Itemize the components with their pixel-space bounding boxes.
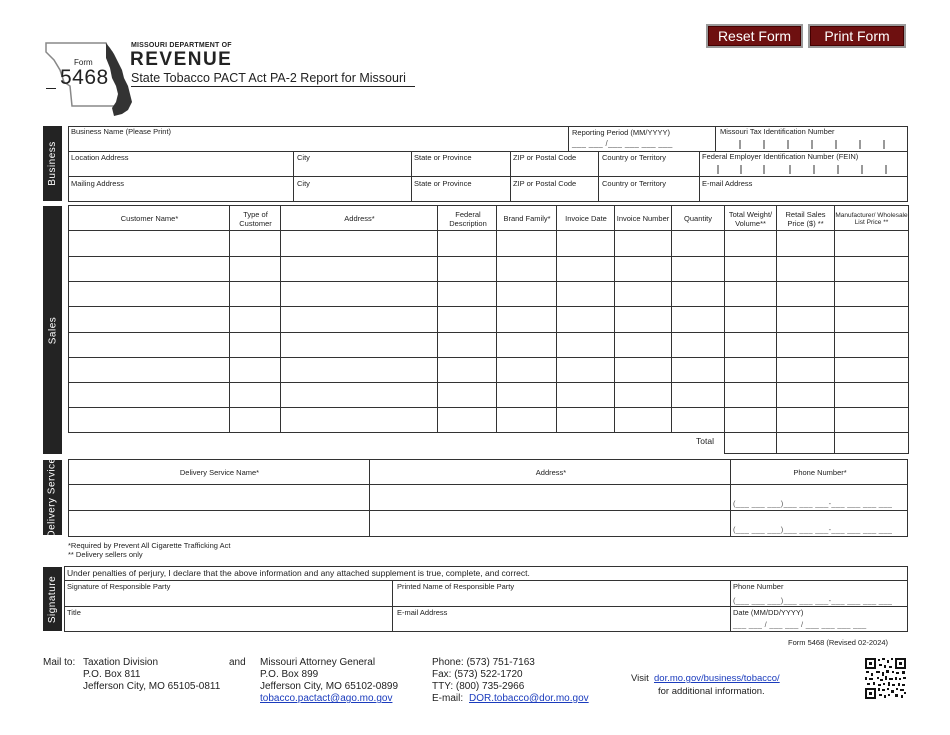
business-name-field[interactable] bbox=[70, 137, 565, 150]
date-field[interactable]: ___ ___ / ___ ___ / ___ ___ ___ ___ bbox=[733, 620, 867, 629]
mailing-address-label: Mailing Address bbox=[71, 179, 124, 188]
mail-to-label: Mail to: bbox=[43, 657, 76, 668]
col-address: Address* bbox=[344, 214, 375, 223]
col-total-weight: Total Weight/ Volume** bbox=[728, 209, 773, 228]
location-state-label: State or Province bbox=[414, 153, 472, 162]
title-label: Title bbox=[67, 608, 81, 617]
qr-code-icon bbox=[864, 657, 907, 700]
page-title: State Tobacco PACT Act PA-2 Report for Missouri bbox=[131, 71, 415, 87]
business-section-label: Business bbox=[43, 126, 62, 201]
dash-mark bbox=[46, 88, 56, 89]
fein-field[interactable] bbox=[702, 162, 906, 175]
taxation-line-3: Jefferson City, MO 65105-0811 bbox=[83, 681, 221, 692]
department-name: MISSOURI DEPARTMENT OF bbox=[131, 42, 232, 49]
reporting-period-field[interactable]: ___ ___ /___ ___ ___ ___ bbox=[572, 139, 673, 148]
sales-section-label: Sales bbox=[43, 206, 62, 454]
col-delivery-address: Address* bbox=[535, 467, 567, 477]
dor-email-link[interactable]: DOR.tobacco@dor.mo.gov bbox=[469, 693, 589, 704]
mailing-city-label: City bbox=[297, 179, 310, 188]
mailing-state-label: State or Province bbox=[414, 179, 472, 188]
printed-name-label: Printed Name of Responsible Party bbox=[397, 582, 515, 591]
required-note: *Required by Prevent All Cigarette Trafficking Act bbox=[68, 541, 231, 550]
agency-logo-text: REVENUE bbox=[130, 49, 233, 70]
col-quantity: Quantity bbox=[684, 214, 712, 223]
mailing-zip-label: ZIP or Postal Code bbox=[513, 179, 577, 188]
total-label: Total bbox=[696, 436, 714, 446]
col-delivery-phone: Phone Number* bbox=[793, 467, 847, 477]
and-label: and bbox=[229, 657, 246, 668]
col-type-of-customer: Type of Customer bbox=[239, 209, 272, 228]
location-city-label: City bbox=[297, 153, 310, 162]
delivery-section-label: Delivery Service bbox=[43, 460, 62, 535]
location-address-label: Location Address bbox=[71, 153, 129, 162]
form-number: 5468 bbox=[60, 66, 109, 89]
form-revision: Form 5468 (Revised 02-2024) bbox=[788, 638, 889, 647]
dor-website-link[interactable]: dor.mo.gov/business/tobacco/ bbox=[654, 673, 780, 684]
fein-label: Federal Employer Identification Number (FEIN) bbox=[702, 152, 859, 161]
tax-id-label: Missouri Tax Identification Number bbox=[720, 127, 835, 136]
col-federal-description: Federal Description bbox=[449, 209, 487, 228]
form-label: Form bbox=[74, 58, 93, 67]
attorney-line-1: Missouri Attorney General bbox=[260, 657, 376, 668]
tty-line: TTY: (800) 735-2966 bbox=[432, 681, 525, 692]
reporting-period-label: Reporting Period (MM/YYYY) bbox=[572, 128, 670, 137]
perjury-declaration: Under penalties of perjury, I declare that the above information and any attached supplement is true, complete, and correct. bbox=[67, 568, 530, 578]
col-wholesale-price: Manufacturer/ Wholesale List Price ** bbox=[835, 211, 908, 226]
signature-phone-field[interactable]: (___ ___ ___)___ ___ ___-___ ___ ___ ___ bbox=[733, 596, 893, 605]
visit-more-text: for additional information. bbox=[658, 686, 765, 697]
phone-line: Phone: (573) 751-7163 bbox=[432, 657, 535, 668]
taxation-line-1: Taxation Division bbox=[83, 657, 159, 668]
tax-id-field[interactable] bbox=[718, 137, 906, 150]
date-label: Date (MM/DD/YYYY) bbox=[733, 608, 804, 617]
signature-phone-label: Phone Number bbox=[733, 582, 784, 591]
col-invoice-date: Invoice Date bbox=[565, 214, 607, 223]
location-zip-label: ZIP or Postal Code bbox=[513, 153, 577, 162]
visit-label: Visit bbox=[631, 673, 649, 684]
print-form-button[interactable]: Print Form bbox=[808, 24, 906, 48]
signature-section-label: Signature bbox=[43, 567, 62, 631]
attorney-line-2: P.O. Box 899 bbox=[260, 669, 319, 680]
email-label-footer: E-mail: bbox=[432, 693, 464, 704]
attorney-line-3: Jefferson City, MO 65102-0899 bbox=[260, 681, 399, 692]
signature-email-label: E-mail Address bbox=[397, 608, 448, 617]
delivery-phone-field-2[interactable]: (___ ___ ___)___ ___ ___-___ ___ ___ ___ bbox=[733, 525, 893, 534]
sales-table bbox=[68, 205, 910, 455]
delivery-phone-field-1[interactable]: (___ ___ ___)___ ___ ___-___ ___ ___ ___ bbox=[733, 499, 893, 508]
col-delivery-name: Delivery Service Name* bbox=[179, 467, 260, 477]
attorney-email-link[interactable]: tobacco.pactact@ago.mo.gov bbox=[260, 693, 393, 704]
signature-label: Signature of Responsible Party bbox=[67, 582, 171, 591]
delivery-only-note: ** Delivery sellers only bbox=[68, 550, 143, 559]
reset-form-button[interactable]: Reset Form bbox=[706, 24, 803, 48]
mailing-country-label: Country or Territory bbox=[602, 179, 667, 188]
col-brand-family: Brand Family* bbox=[503, 214, 551, 223]
fax-line: Fax: (573) 522-1720 bbox=[432, 669, 523, 680]
location-country-label: Country or Territory bbox=[602, 153, 667, 162]
business-name-label: Business Name (Please Print) bbox=[71, 127, 172, 136]
col-customer-name: Customer Name* bbox=[120, 214, 179, 223]
taxation-line-2: P.O. Box 811 bbox=[83, 669, 141, 680]
email-label: E-mail Address bbox=[702, 179, 753, 188]
col-invoice-number: Invoice Number bbox=[616, 214, 670, 223]
col-retail-price: Retail Sales Price ($) ** bbox=[785, 209, 826, 228]
